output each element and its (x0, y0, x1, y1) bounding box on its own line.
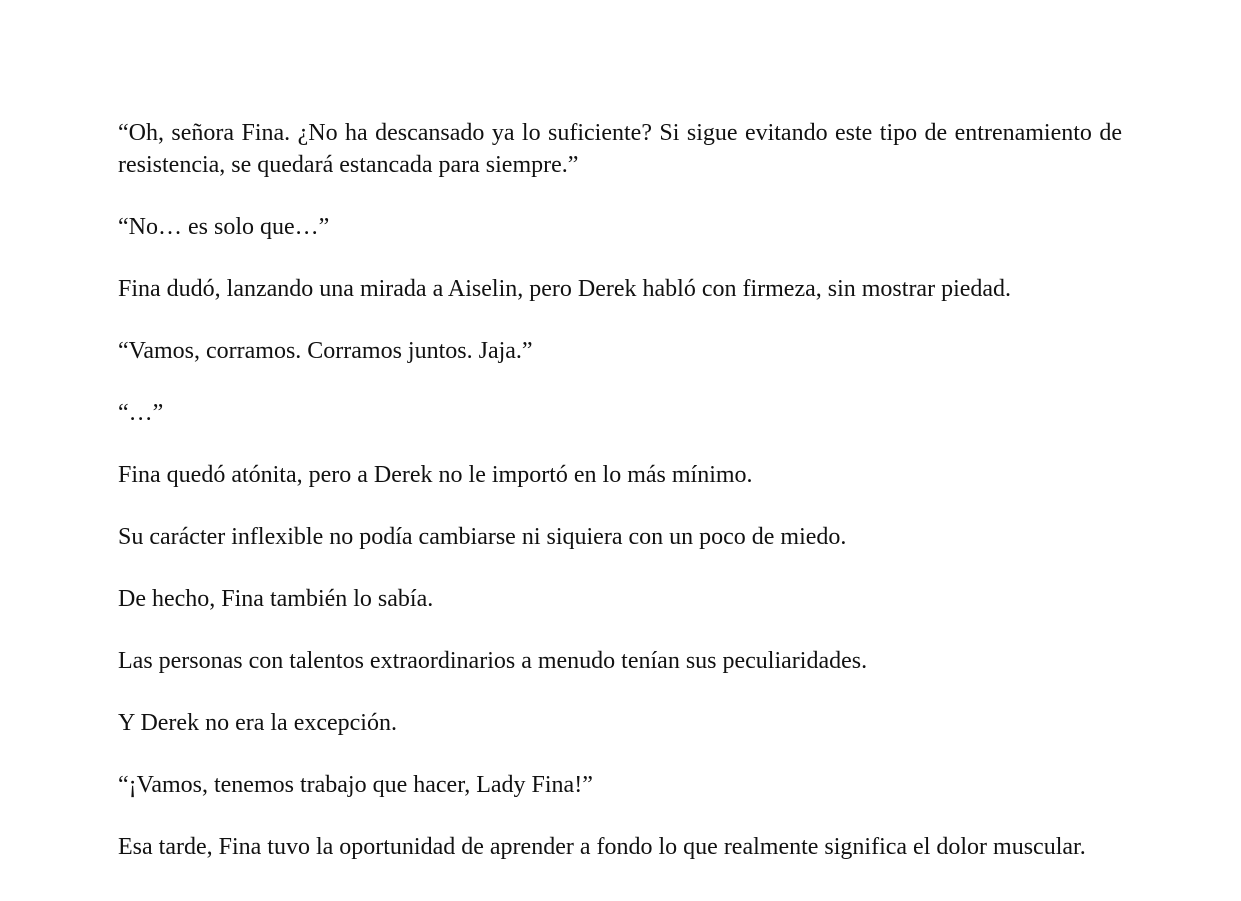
paragraph: Fina dudó, lanzando una mirada a Aiselin, pero Derek habló con firmeza, sin mostrar piedad. (118, 276, 1012, 302)
paragraph: Esa tarde, Fina tuvo la oportunidad de aprender a fondo lo que realmente significa el dolor muscular. (118, 834, 1086, 860)
paragraph: Las personas con talentos extraordinarios a menudo tenían sus peculiaridades. (118, 648, 868, 674)
paragraph: Fina quedó atónita, pero a Derek no le importó en lo más mínimo. (118, 462, 753, 488)
paragraph: “No… es solo que…” (118, 214, 330, 240)
paragraph: De hecho, Fina también lo sabía. (118, 586, 434, 612)
paragraph: “…” (118, 400, 164, 426)
paragraph: “Vamos, corramos. Corramos juntos. Jaja.” (118, 338, 533, 364)
paragraph: Su carácter inflexible no podía cambiarse ni siquiera con un poco de miedo. (118, 524, 847, 550)
paragraph: “Oh, señora Fina. ¿No ha descansado ya lo suficiente? Si sigue evitando este tipo de entrenamiento de resistencia, se quedará estancada para siempre.” (118, 120, 1122, 178)
document-page (118, 117, 1122, 893)
paragraph: “¡Vamos, tenemos trabajo que hacer, Lady Fina!” (118, 772, 593, 798)
paragraph: Y Derek no era la excepción. (118, 710, 397, 736)
